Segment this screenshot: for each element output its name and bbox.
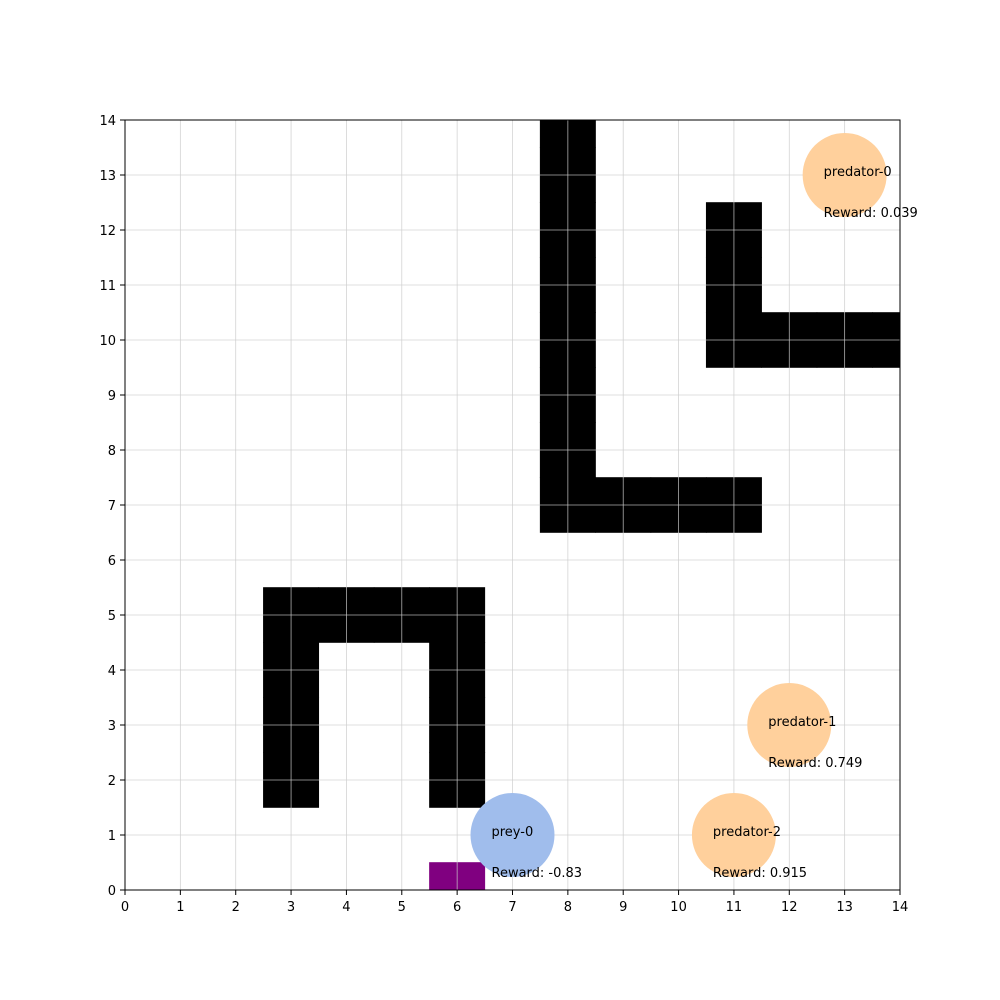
y-tick-label: 5 [107,609,116,624]
y-tick-label: 4 [107,664,116,679]
agent-name-label: predator-1 [768,715,837,730]
agent-reward-label: Reward: 0.039 [823,206,918,221]
x-tick-label: 1 [176,900,185,915]
agent-predator-1 [747,683,862,771]
x-tick-label: 5 [397,900,406,915]
agent-name-label: predator-2 [712,825,781,840]
agent-predator-2 [692,793,807,881]
x-tick-label: 12 [781,900,798,915]
x-tick-label: 0 [120,900,130,915]
y-tick-label: 12 [99,224,116,239]
x-tick-label: 6 [453,900,462,915]
x-tick-label: 10 [670,900,687,915]
agent-reward-label: Reward: 0.749 [768,756,863,771]
agent-predator-0 [803,133,918,221]
x-tick-label: 7 [508,900,517,915]
y-tick-label: 3 [107,719,116,734]
agent-reward-label: Reward: -0.83 [491,866,583,881]
y-tick-label: 2 [107,774,116,789]
x-tick-label: 14 [891,900,909,915]
y-tick-label: 0 [107,884,116,899]
x-tick-label: 3 [286,900,296,915]
agent-name-label: predator-0 [823,165,892,180]
x-tick-label: 2 [231,900,240,915]
y-tick-label: 13 [99,169,116,184]
x-tick-label: 4 [342,900,351,915]
y-tick-label: 11 [99,279,116,294]
y-tick-label: 10 [99,334,116,349]
gridlines [125,120,900,890]
x-tick-label: 8 [563,900,572,915]
x-tick-label: 9 [619,900,628,915]
y-tick-label: 8 [107,444,116,459]
x-tick-label: 13 [836,900,853,915]
y-tick-label: 1 [107,829,116,844]
x-tick-label: 11 [725,900,743,915]
agent-prey-0 [471,793,583,881]
agent-name-label: prey-0 [491,825,534,840]
y-tick-label: 9 [107,389,116,404]
agent-reward-label: Reward: 0.915 [712,866,808,881]
y-tick-label: 7 [107,499,116,514]
y-tick-label: 6 [107,554,116,569]
y-tick-label: 14 [99,114,116,129]
